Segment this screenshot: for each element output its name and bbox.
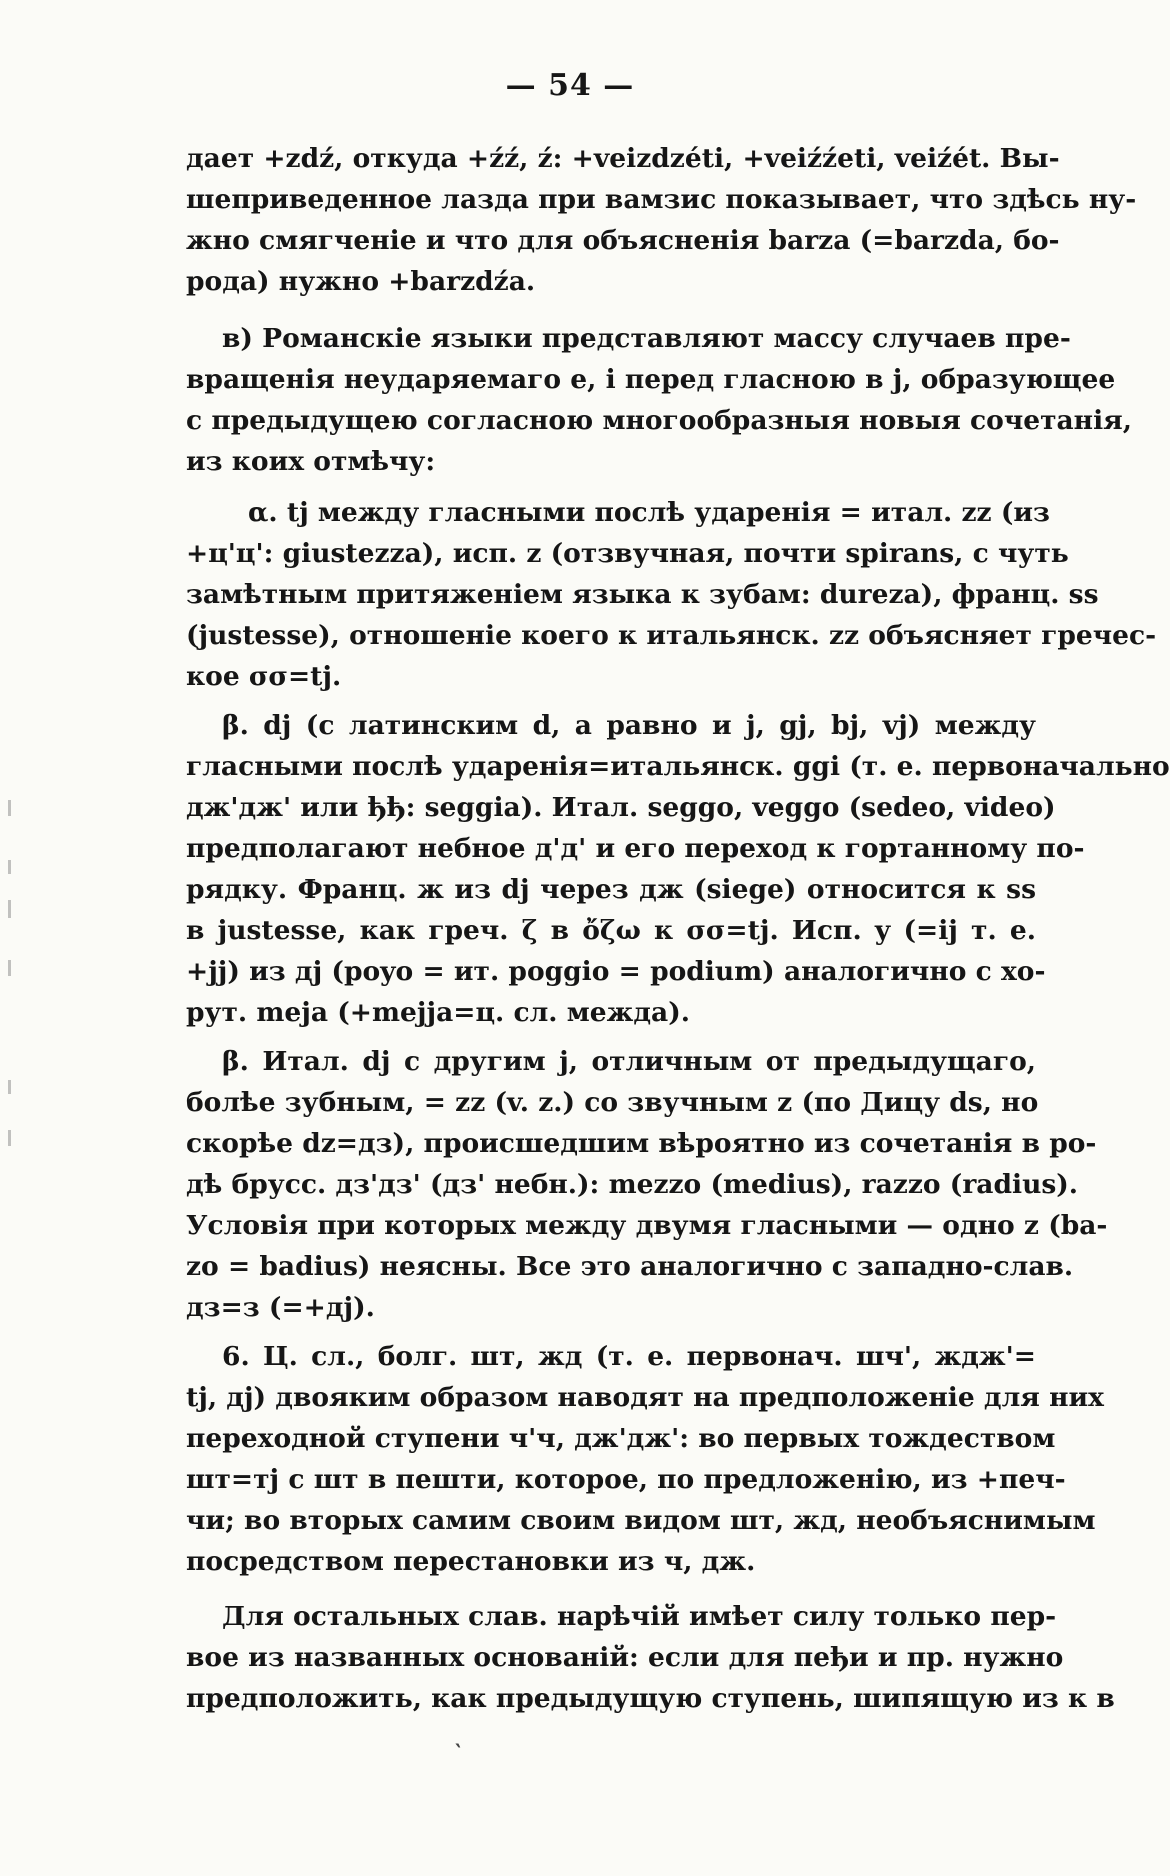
text-line: Для остальных слав. нарѣчій имѣет силу только пер- [222, 1601, 1057, 1632]
paragraph-p3 [186, 492, 1157, 697]
text-line: скорѣе dz=дз), происшедшим вѣроятно из сочетанія в ро- [186, 1128, 1097, 1159]
text-line: переходной ступени ч'ч, дж'дж': во первых тождеством [186, 1423, 1056, 1454]
text-line: +jj) из дj (poyo = ит. poggio = podium) аналогично с хо- [186, 956, 1046, 987]
text-line: zo = badius) неясны. Все это аналогично с западно-слав. [186, 1251, 1074, 1282]
text-line: β. Итал. dj с другим j, отличным от предыдущаго, [222, 1046, 1036, 1077]
body-text [186, 138, 1170, 1719]
paragraph-p2 [186, 318, 1132, 482]
text-line: дж'дж' или ђђ: seggia). Итал. seggo, veggo (sedeo, video) [186, 792, 1056, 823]
text-line: предположить, как предыдущую ступень, шипящую из к в [186, 1683, 1115, 1714]
text-line: кое σσ=tj. [186, 661, 342, 692]
margin-mark [8, 900, 11, 918]
margin-mark [8, 860, 11, 874]
text-line: в) Романскіе языки представляют массу случаев пре- [222, 323, 1071, 354]
text-line: +ц'ц': giustezza), исп. z (отзвучная, почти spirans, с чуть [186, 538, 1069, 569]
paragraph-p1 [186, 138, 1137, 302]
margin-mark [8, 800, 11, 816]
text-line: (justesse), отношеніе коего к итальянск. zz объясняет гречес- [186, 620, 1157, 651]
text-line: tj, дj) двояким образом наводят на предположеніе для них [186, 1382, 1104, 1413]
text-line: рут. meja (+mejja=ц. сл. межда). [186, 997, 690, 1028]
text-line: посредством перестановки из ч, дж. [186, 1546, 756, 1577]
text-line: шт=тj с шт в пешти, которое, по предложенію, из +печ- [186, 1464, 1066, 1495]
text-line: дз=з (=+дj). [186, 1292, 375, 1323]
text-line: рядку. Франц. ж из dj через дж (siege) относится к ss [186, 874, 1036, 905]
text-line: дѣ брусс. дз'дз' (дз' небн.): mezzo (medius), razzo (radius). [186, 1169, 1079, 1200]
paragraph-p4 [186, 705, 1170, 1033]
text-line: β. dj (с латинским d, а равно и j, gj, bj, vj) между [222, 710, 1036, 741]
margin-mark [8, 960, 11, 976]
text-line: в justesse, как греч. ζ в ὄζω к σσ=tj. Исп. y (=ij т. е. [186, 915, 1036, 946]
text-line: рода) нужно +barzdźa. [186, 266, 536, 297]
paragraph-p5 [186, 1041, 1108, 1328]
text-line: предполагают небное д'д' и его переход к гортанному по- [186, 833, 1085, 864]
text-line: α. tj между гласными послѣ ударенія = итал. zz (из [248, 497, 1050, 528]
page-number: — 54 — [505, 68, 635, 103]
margin-mark [8, 1130, 11, 1146]
text-line: вое из названных основаній: если для пеђи и пр. нужно [186, 1642, 1064, 1673]
text-line: с предыдущею согласною многообразныя новыя сочетанія, [186, 405, 1132, 436]
text-line: чи; во вторых самим своим видом шт, жд, необъяснимым [186, 1505, 1096, 1536]
text-line: вращенія неударяемаго e, i перед гласною в j, образующее [186, 364, 1116, 395]
margin-mark [8, 1080, 11, 1094]
text-line: болѣе зубным, = zz (v. z.) со звучным z (по Дицу ds, но [186, 1087, 1039, 1118]
text-line: 6. Ц. сл., болг. шт, жд (т. е. первонач. шч', ждж'= [222, 1341, 1036, 1372]
text-line: дает +zdź, откуда +źź, ź: +veizdzéti, +veiźźeti, veiźét. Вы- [186, 143, 1060, 174]
text-line: гласными послѣ ударенія=итальянск. ggi (т. е. первоначально [186, 751, 1170, 782]
text-line: шеприведенное лазда при вамзис показывает, что здѣсь ну- [186, 184, 1137, 215]
stray-mark: ‵ [455, 1740, 461, 1766]
text-line: жно смягченіе и что для объясненія barza (=barzda, бо- [186, 225, 1060, 256]
text-line: из коих отмѣчу: [186, 446, 436, 477]
text-line: замѣтным притяженіем языка к зубам: dureza), франц. ss [186, 579, 1099, 610]
paragraph-p7 [186, 1596, 1115, 1719]
text-line: Условія при которых между двумя гласными — одно z (ba- [186, 1210, 1108, 1241]
paragraph-p6 [186, 1336, 1104, 1582]
